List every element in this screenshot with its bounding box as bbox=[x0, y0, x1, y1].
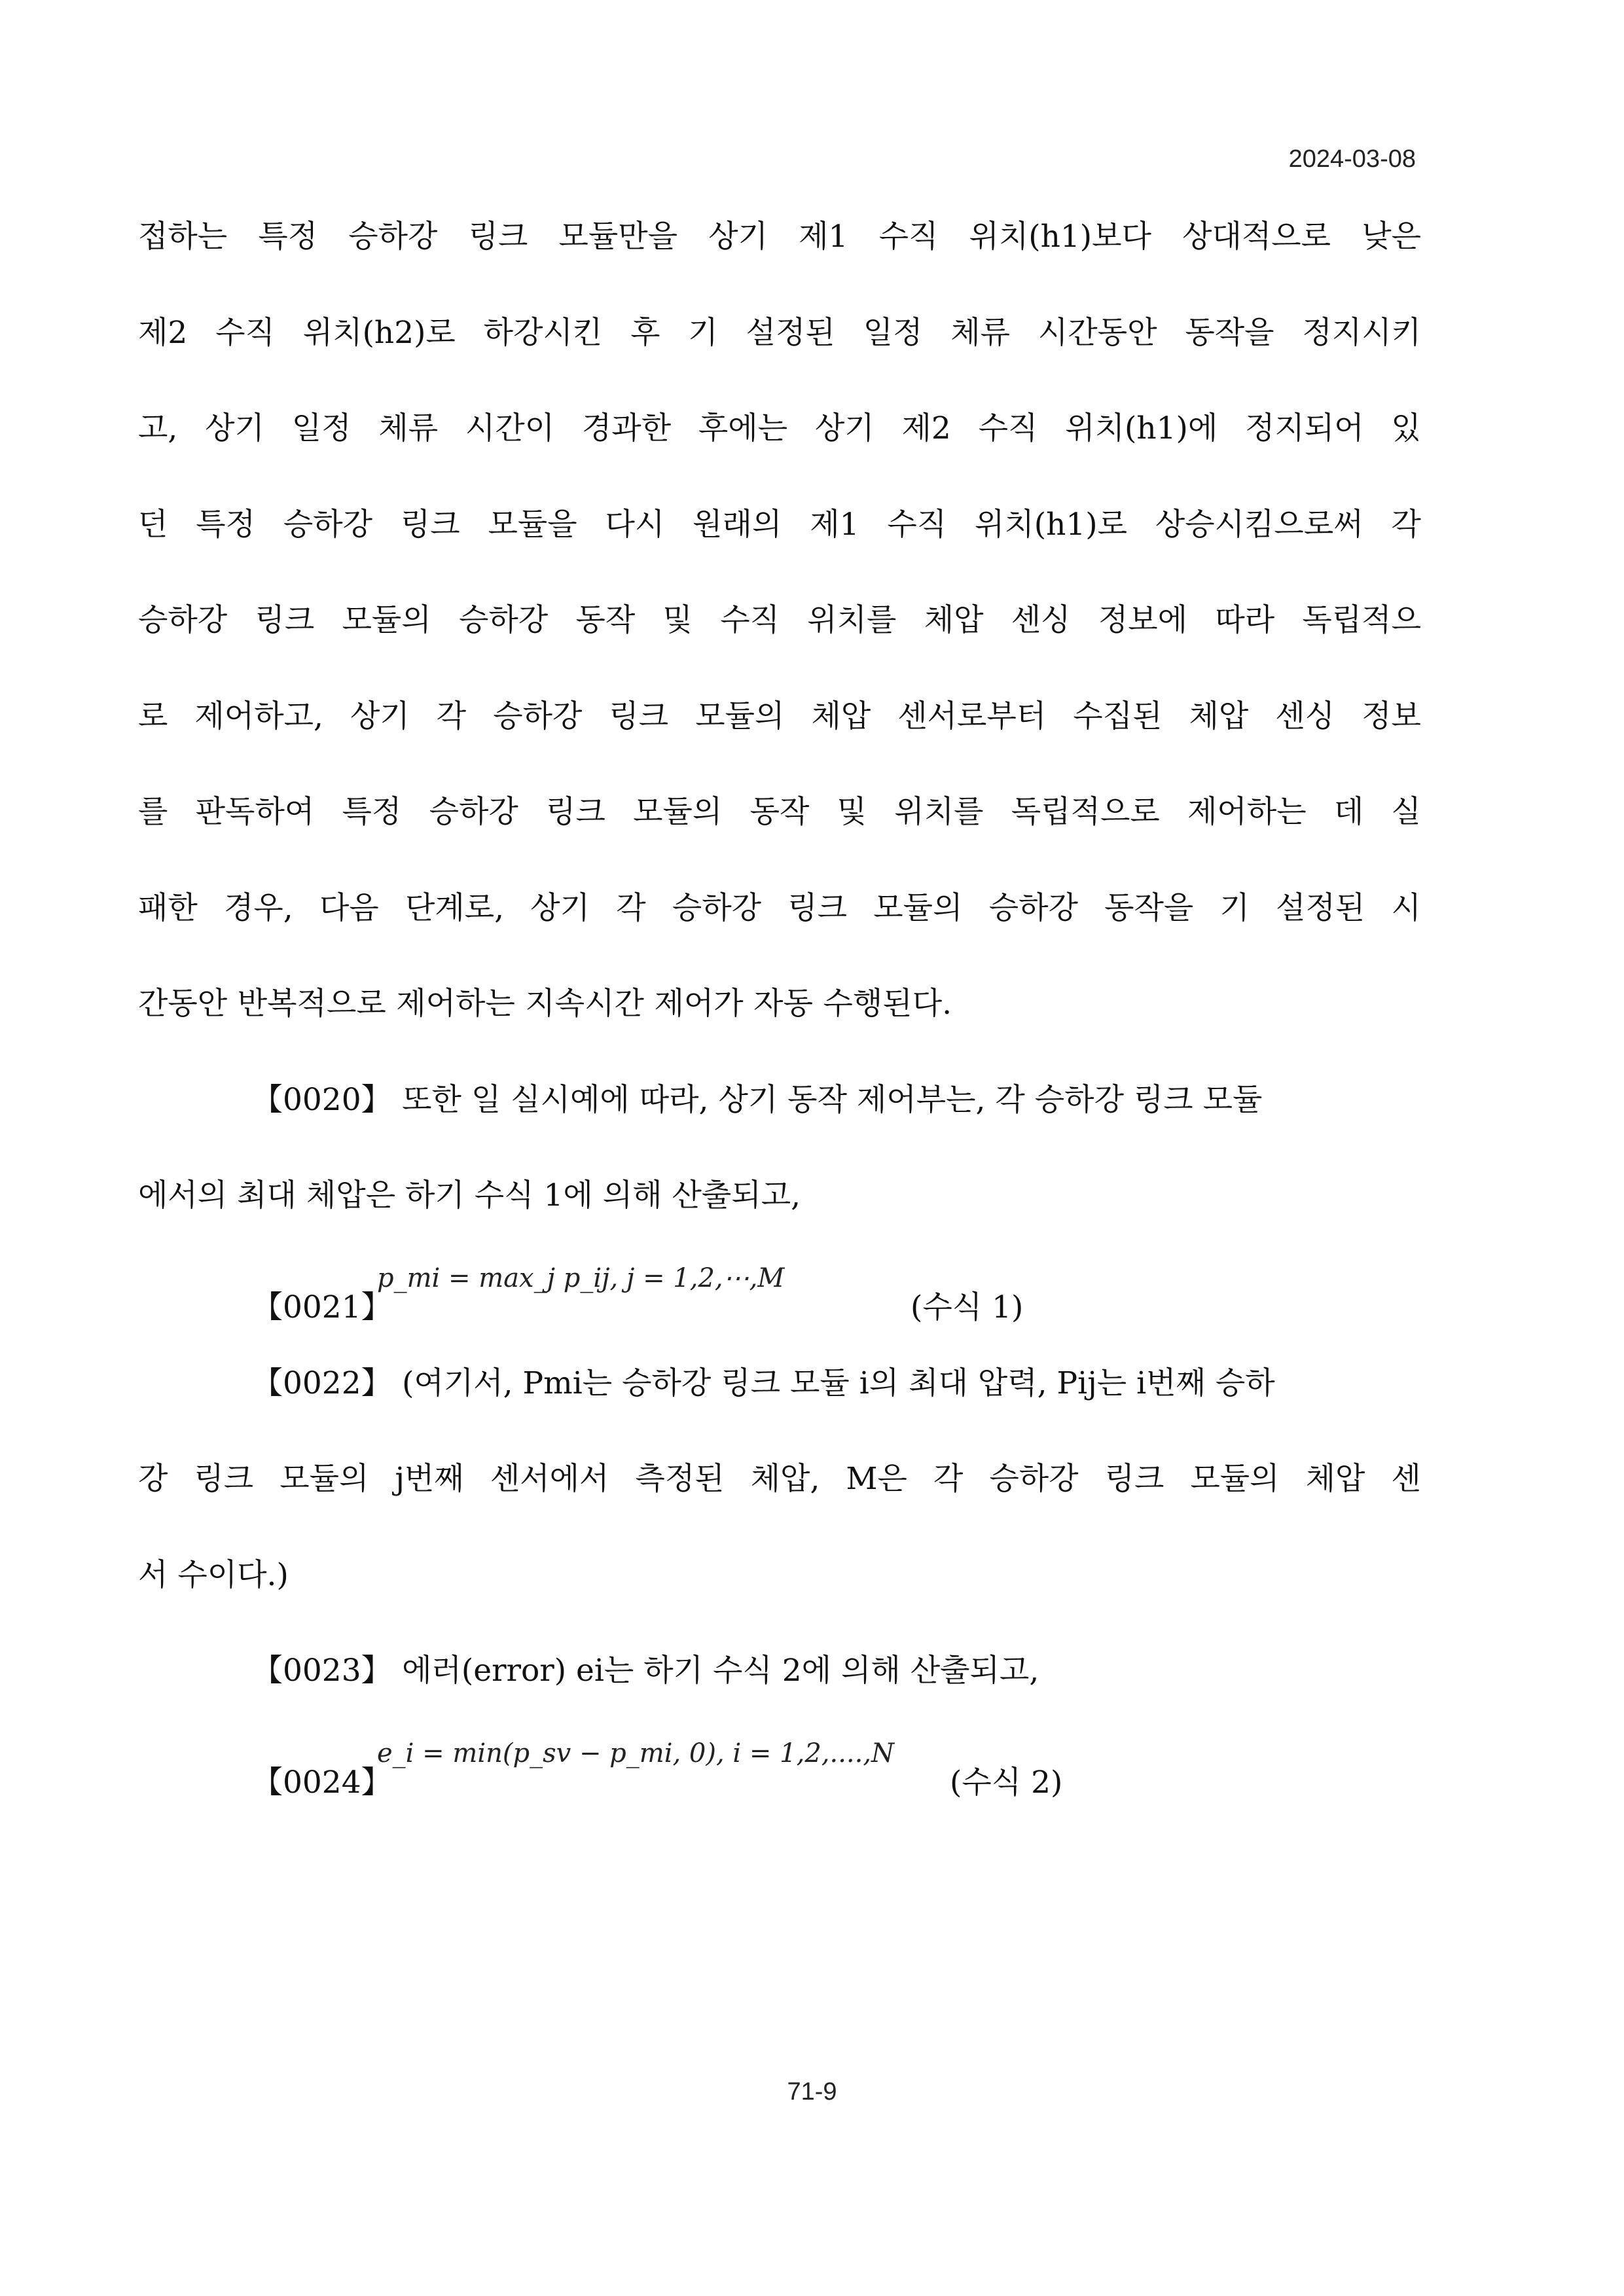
paragraph-0022-line-2 bbox=[138, 1450, 1421, 1547]
word: 수직 bbox=[215, 314, 275, 351]
word: 센 bbox=[1391, 1461, 1421, 1497]
equation-1-image bbox=[377, 1263, 784, 1293]
word: 경과한 bbox=[581, 410, 672, 446]
word: 링크 bbox=[194, 1461, 254, 1497]
word: 승하강 bbox=[283, 506, 373, 543]
word: 시간이 bbox=[465, 410, 555, 446]
paragraph-text: 에서의 최대 체압은 하기 수식 1에 의해 산출되고, bbox=[138, 1177, 801, 1213]
word: 승하강 bbox=[348, 219, 438, 255]
word: 측정된 bbox=[635, 1461, 725, 1497]
paragraph-number: 【0023】 bbox=[252, 1653, 392, 1689]
word: 접하는 bbox=[138, 219, 228, 255]
word: 설정된 bbox=[746, 314, 835, 351]
word: 원래의 bbox=[693, 506, 782, 543]
word: 제어하는 bbox=[396, 986, 515, 1022]
text-line bbox=[138, 783, 1421, 880]
equation-2-text: e_i = min(p_sv − p_mi, 0), i = 1,2,....,N bbox=[377, 1738, 895, 1768]
equation-1-reference: (수식 1) bbox=[911, 1289, 1024, 1325]
word: 독립적으 bbox=[1302, 602, 1421, 638]
word: M은 bbox=[846, 1461, 907, 1497]
word: 수집된 bbox=[1073, 698, 1163, 734]
text-line bbox=[138, 496, 1421, 592]
paragraph-continued bbox=[138, 208, 1421, 1071]
text-line bbox=[138, 880, 1421, 976]
word: 모듈의 bbox=[873, 889, 963, 926]
word: 다시 bbox=[605, 506, 665, 543]
word: 위치(h1)로 bbox=[974, 506, 1127, 543]
word: 제1 bbox=[799, 219, 848, 255]
word: 링크 bbox=[609, 698, 669, 734]
word: 로 bbox=[138, 698, 168, 734]
word: 센서에서 bbox=[490, 1461, 609, 1497]
word: 센싱 bbox=[1011, 602, 1071, 638]
paragraph-0023-line-1 bbox=[138, 1642, 1421, 1738]
word: 상기 bbox=[814, 410, 875, 446]
paragraph-0022-line-3 bbox=[138, 1547, 1421, 1643]
paragraph-text: 에러(error) ei는 하기 수식 2에 의해 산출되고, bbox=[402, 1653, 1039, 1689]
paragraph-0022-line-1 bbox=[138, 1355, 1421, 1451]
word: 각 bbox=[1391, 506, 1421, 543]
word: 정지시키 bbox=[1302, 314, 1421, 351]
word: 간동안 bbox=[138, 986, 228, 1022]
word: 수행된다. bbox=[823, 986, 952, 1022]
text-line bbox=[138, 208, 1421, 304]
word: 센싱 bbox=[1275, 698, 1335, 734]
word: 위치(h1)보다 bbox=[969, 219, 1151, 255]
word: 낮은 bbox=[1362, 219, 1421, 255]
paragraph-number: 【0020】 bbox=[252, 1081, 392, 1118]
text-line bbox=[138, 400, 1421, 496]
paragraph-text: 서 수이다.) bbox=[138, 1556, 289, 1593]
word: 위치를 bbox=[894, 794, 984, 830]
paragraph-text: (여기서, Pmi는 승하강 링크 모듈 i의 최대 압력, Pij는 i번째 승하 bbox=[402, 1365, 1275, 1401]
word: 승하강 bbox=[988, 889, 1078, 926]
word: 데 bbox=[1333, 794, 1364, 830]
text-line bbox=[138, 975, 1421, 1071]
word: 및 bbox=[662, 602, 693, 638]
word: 센서로부터 bbox=[897, 698, 1047, 734]
word: 수직 bbox=[720, 602, 780, 638]
word: 판독하여 bbox=[195, 794, 315, 830]
word: 독립적으로 bbox=[1011, 794, 1160, 830]
word: 패한 bbox=[138, 889, 198, 926]
word: 있 bbox=[1391, 410, 1421, 446]
word: 하강시킨 bbox=[483, 314, 603, 351]
word: 시 bbox=[1391, 889, 1421, 926]
paragraph-text: 또한 일 실시예에 따라, 상기 동작 제어부는, 각 승하강 링크 모듈 bbox=[402, 1081, 1263, 1118]
word: 수직 bbox=[878, 219, 939, 255]
word: 시간동안 bbox=[1038, 314, 1157, 351]
word: 경우, bbox=[224, 889, 293, 926]
text-line bbox=[138, 688, 1421, 784]
paragraph-number: 【0022】 bbox=[252, 1365, 392, 1401]
equation-1-text: p_mi = max_j p_ij, j = 1,2,⋯,M bbox=[377, 1263, 785, 1293]
word: 체압 bbox=[811, 698, 871, 734]
paragraph-number: 【0024】 bbox=[252, 1764, 392, 1801]
word: 체류 bbox=[378, 410, 439, 446]
word: 반복적으로 bbox=[237, 986, 386, 1022]
word: 위치를 bbox=[807, 602, 897, 638]
word: 지속시간 bbox=[525, 986, 644, 1022]
word: 링크 bbox=[546, 794, 605, 830]
word: 기 bbox=[688, 314, 718, 351]
word: 링크 bbox=[787, 889, 848, 926]
word: 체류 bbox=[950, 314, 1011, 351]
word: 설정된 bbox=[1276, 889, 1365, 926]
word: 수직 bbox=[978, 410, 1038, 446]
word: 승하강 bbox=[138, 602, 228, 638]
paragraph-0020-line-2 bbox=[138, 1167, 1421, 1263]
word: 체압 bbox=[924, 602, 984, 638]
page-number: 71-9 bbox=[787, 2078, 837, 2106]
word: 체압 bbox=[1189, 698, 1249, 734]
word: 상승시킴으로써 bbox=[1155, 506, 1363, 543]
word: 실 bbox=[1391, 794, 1421, 830]
word: 모듈의 bbox=[695, 698, 785, 734]
word: 제어하는 bbox=[1187, 794, 1307, 830]
word: 체압, bbox=[750, 1461, 820, 1497]
word: 를 bbox=[138, 794, 168, 830]
paragraph-0020-line-1 bbox=[138, 1071, 1421, 1168]
word: 상기 bbox=[350, 698, 410, 734]
word: 위치(h1)에 bbox=[1065, 410, 1218, 446]
equation-2-reference: (수식 2) bbox=[950, 1764, 1063, 1801]
word: 각 bbox=[933, 1461, 964, 1497]
word: 제어하고, bbox=[194, 698, 323, 734]
word: 강 bbox=[138, 1461, 168, 1497]
word: 동작 bbox=[749, 794, 810, 830]
word: 체압 bbox=[1305, 1461, 1365, 1497]
word: 특정 bbox=[342, 794, 402, 830]
word: 고, bbox=[138, 410, 178, 446]
word: 링크 bbox=[255, 602, 315, 638]
word: 상기 bbox=[708, 219, 768, 255]
text-line bbox=[138, 304, 1421, 401]
word: 정보에 bbox=[1098, 602, 1188, 638]
word: 승하강 bbox=[672, 889, 762, 926]
word: 후 bbox=[630, 314, 660, 351]
word: 승하강 bbox=[429, 794, 518, 830]
word: 및 bbox=[837, 794, 867, 830]
word: 각 bbox=[436, 698, 467, 734]
word: 자동 bbox=[753, 986, 813, 1022]
word: 일정 bbox=[863, 314, 923, 351]
word: 모듈을 bbox=[488, 506, 577, 543]
document-date: 2024-03-08 bbox=[1288, 145, 1416, 173]
word: j번째 bbox=[395, 1461, 464, 1497]
equation-2-image bbox=[377, 1738, 894, 1768]
word: 각 bbox=[616, 889, 646, 926]
word: 링크 bbox=[400, 506, 460, 543]
word: 모듈의 bbox=[1190, 1461, 1280, 1497]
word: 동작을 bbox=[1185, 314, 1274, 351]
word: 제2 bbox=[901, 410, 951, 446]
word: 정보 bbox=[1362, 698, 1421, 734]
word: 정지되어 bbox=[1245, 410, 1364, 446]
word: 승하강 bbox=[989, 1461, 1079, 1497]
word: 링크 bbox=[1104, 1461, 1164, 1497]
equation-2-row bbox=[138, 1738, 1421, 1830]
word: 모듈의 bbox=[342, 602, 431, 638]
paragraph-number: 【0021】 bbox=[252, 1289, 392, 1325]
word: 링크 bbox=[468, 219, 528, 255]
equation-1-row bbox=[138, 1263, 1421, 1355]
word: 승하강 bbox=[493, 698, 583, 734]
word: 후에는 bbox=[698, 410, 788, 446]
word: 기 bbox=[1219, 889, 1250, 926]
word: 승하강 bbox=[459, 602, 549, 638]
word: 수직 bbox=[887, 506, 947, 543]
word: 동작 bbox=[575, 602, 636, 638]
word: 상기 bbox=[205, 410, 264, 446]
word: 상대적으로 bbox=[1182, 219, 1331, 255]
word: 제1 bbox=[810, 506, 859, 543]
word: 던 bbox=[138, 506, 168, 543]
word: 모듈의 bbox=[280, 1461, 369, 1497]
text-line bbox=[138, 592, 1421, 688]
word: 다음 bbox=[319, 889, 379, 926]
word: 모듈의 bbox=[633, 794, 723, 830]
word: 특정 bbox=[258, 219, 318, 255]
word: 위치(h2)로 bbox=[302, 314, 456, 351]
word: 단계로, bbox=[405, 889, 505, 926]
document-body bbox=[138, 208, 1421, 1830]
word: 일정 bbox=[291, 410, 352, 446]
word: 제2 bbox=[138, 314, 188, 351]
word: 제어가 bbox=[654, 986, 744, 1022]
word: 따라 bbox=[1215, 602, 1275, 638]
word: 동작을 bbox=[1104, 889, 1194, 926]
word: 모듈만을 bbox=[558, 219, 678, 255]
word: 특정 bbox=[196, 506, 256, 543]
word: 상기 bbox=[530, 889, 590, 926]
